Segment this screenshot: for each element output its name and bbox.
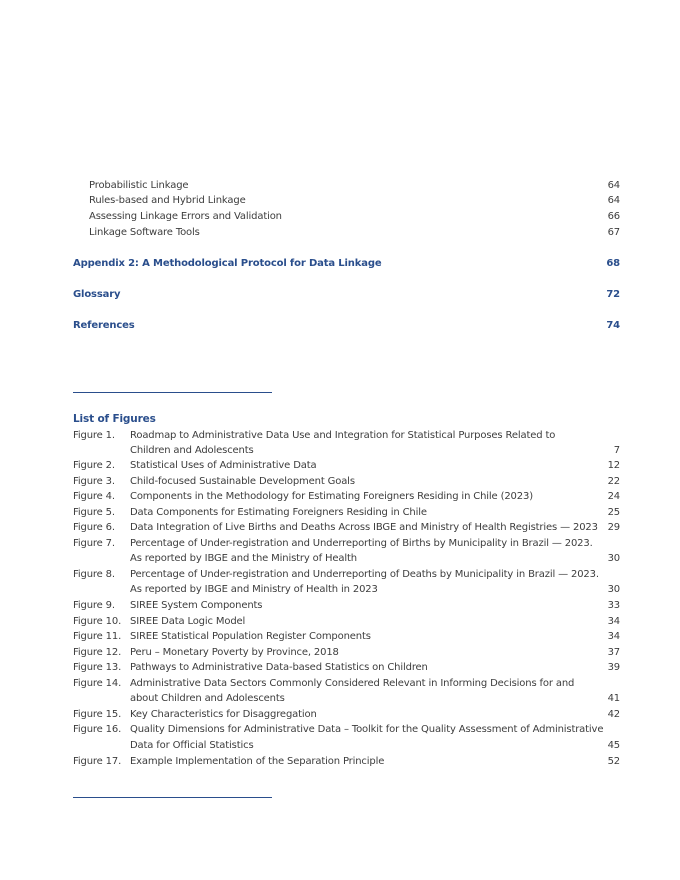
figure-label: Figure 1. <box>73 430 115 441</box>
toc-section-title: Glossary <box>73 289 121 300</box>
figure-label: Figure 15. <box>73 709 122 720</box>
toc-entry-page: 64 <box>607 180 620 191</box>
figure-title: Example Implementation of the Separation Principle <box>130 756 385 767</box>
figure-page: 25 <box>607 507 620 518</box>
figure-label: Figure 17. <box>73 756 122 767</box>
figure-page: 29 <box>607 522 620 533</box>
figure-label: Figure 11. <box>73 631 122 642</box>
toc-entry-page: 66 <box>607 211 620 222</box>
figure-label: Figure 13. <box>73 662 122 673</box>
toc-entry-page: 64 <box>607 195 620 206</box>
figure-page: 24 <box>607 491 620 502</box>
figure-page: 45 <box>607 740 620 751</box>
figure-page: 34 <box>607 616 620 627</box>
figure-label: Figure 16. <box>73 724 122 735</box>
figure-title-cont: about Children and Adolescents <box>130 693 285 704</box>
figure-title: Roadmap to Administrative Data Use and Integration for Statistical Purposes Related to <box>130 430 556 441</box>
figure-title: Quality Dimensions for Administrative Data – Toolkit for the Quality Assessment of Administrative <box>130 724 604 735</box>
figure-page: 34 <box>607 631 620 642</box>
toc-section-page: 74 <box>606 320 620 331</box>
figure-label: Figure 10. <box>73 616 122 627</box>
toc-entry-page: 67 <box>607 227 620 238</box>
figure-page: 12 <box>607 460 620 471</box>
toc-entry-title: Rules-based and Hybrid Linkage <box>89 195 246 206</box>
figure-page: 39 <box>607 662 620 673</box>
list-of-figures-heading: List of Figures <box>73 413 156 425</box>
toc-entry-title: Assessing Linkage Errors and Validation <box>89 211 282 222</box>
figure-label: Figure 12. <box>73 647 122 658</box>
toc-entry-title: Linkage Software Tools <box>89 227 200 238</box>
figure-title: SIREE Data Logic Model <box>130 616 246 627</box>
figure-label: Figure 5. <box>73 507 115 518</box>
figure-title: Child-focused Sustainable Development Goals <box>130 476 355 487</box>
figure-title: Percentage of Under-registration and Underreporting of Births by Municipality in Brazil — 2023. <box>130 538 593 549</box>
figure-title: SIREE System Components <box>130 600 263 611</box>
figure-title: Data Integration of Live Births and Deaths Across IBGE and Ministry of Health Registries — 2023 <box>130 522 598 533</box>
figure-label: Figure 6. <box>73 522 115 533</box>
figure-label: Figure 8. <box>73 569 115 580</box>
figure-title: Pathways to Administrative Data-based Statistics on Children <box>130 662 428 673</box>
toc-section-page: 68 <box>606 258 620 269</box>
figure-label: Figure 3. <box>73 476 115 487</box>
figure-page: 52 <box>607 756 620 767</box>
figure-label: Figure 9. <box>73 600 115 611</box>
toc-entry-title: Probabilistic Linkage <box>89 180 189 191</box>
figure-page: 37 <box>607 647 620 658</box>
figure-title: Key Characteristics for Disaggregation <box>130 709 317 720</box>
figure-label: Figure 14. <box>73 678 122 689</box>
figure-title: Components in the Methodology for Estimating Foreigners Residing in Chile (2023) <box>130 491 533 502</box>
figure-title: Percentage of Under-registration and Underreporting of Deaths by Municipality in Brazil — 2023. <box>130 569 599 580</box>
figure-title: Peru – Monetary Poverty by Province, 2018 <box>130 647 339 658</box>
figure-title: Statistical Uses of Administrative Data <box>130 460 317 471</box>
toc-section-title: Appendix 2: A Methodological Protocol for Data Linkage <box>73 258 382 269</box>
figure-label: Figure 7. <box>73 538 115 549</box>
section-divider <box>73 797 272 798</box>
figure-page: 42 <box>607 709 620 720</box>
figure-title-cont: As reported by IBGE and Ministry of Health in 2023 <box>130 584 378 595</box>
figure-title: Administrative Data Sectors Commonly Considered Relevant in Informing Decisions for and <box>130 678 575 689</box>
toc-section-title: References <box>73 320 135 331</box>
figure-page: 33 <box>607 600 620 611</box>
figure-page: 7 <box>613 445 620 456</box>
figure-page: 22 <box>607 476 620 487</box>
toc-section-page: 72 <box>606 289 620 300</box>
section-divider <box>73 392 272 393</box>
figure-page: 30 <box>607 584 620 595</box>
figure-title-cont: Children and Adolescents <box>130 445 254 456</box>
figure-label: Figure 4. <box>73 491 115 502</box>
figure-label: Figure 2. <box>73 460 115 471</box>
figure-title: Data Components for Estimating Foreigners Residing in Chile <box>130 507 427 518</box>
figure-title-cont: Data for Official Statistics <box>130 740 254 751</box>
figure-title: SIREE Statistical Population Register Components <box>130 631 371 642</box>
figure-title-cont: As reported by IBGE and the Ministry of Health <box>130 553 357 564</box>
figure-page: 30 <box>607 553 620 564</box>
figure-page: 41 <box>607 693 620 704</box>
